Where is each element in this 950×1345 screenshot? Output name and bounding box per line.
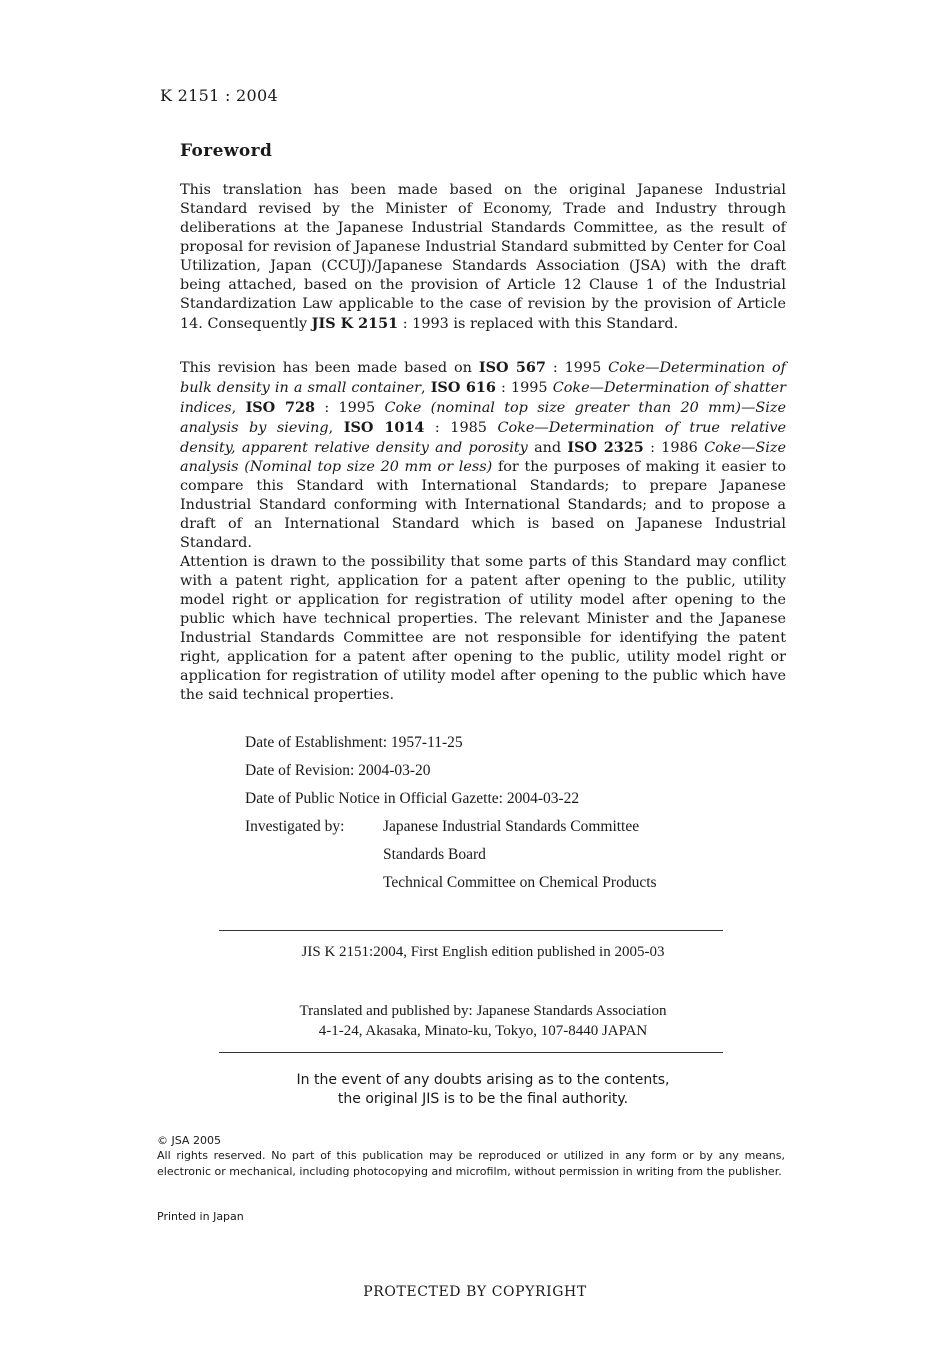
iso-code: ISO 616 [430,379,496,396]
authority-note-line-1: In the event of any doubts arising as to the contents, [296,1072,670,1088]
p1-text-a: This translation has been made based on the original Japanese Industrial Standard revised by the Minister of Economy, Trade and Industry through deliberations at the Japanese Industrial Standards Committee, as the result of proposal for revision of Japanese Industrial Standard submitted by Center for Coal Utilization, Japan (CCUJ)/Japanese Standards Association (JSA) with the draft being attached, based on the provision of Article 12 Clause 1 of the Industrial Standardization Law applicable to the case of revision by the provision of Article 14. Consequently [180,182,786,332]
rights-statement: All rights reserved. No part of this publication may be reproduced or utilized in any form or by any means, electronic or mechanical, including photocopying and microfilm, without permission in writing from the publisher. [157,1149,785,1178]
iso-title: Coke—Determination of shatter indices [180,380,786,416]
investigated-by-item: Standards Board [383,846,486,863]
date-of-establishment: Date of Establishment: 1957-11-25 [245,734,463,751]
foreword-paragraph-3: Attention is drawn to the possibility that some parts of this Standard may conflict with a patent right, application for a patent after opening to the public, utility model right or application for registration of utility model after opening to the public which have technical properties. The relevant Minister and the Japanese Industrial Standards Committee are not responsible for identifying the patent right, application for a patent after opening to the public, utility model right or application for registration of utility model after opening to the public which have the said technical properties. [180,554,786,703]
date-of-public-notice: Date of Public Notice in Official Gazette: 2004-03-22 [245,790,580,807]
printed-in: Printed in Japan [157,1210,244,1223]
iso-code: ISO 1014 [343,419,425,436]
standard-code: K 2151 : 2004 [160,86,278,105]
divider [219,930,723,931]
p2-outro: for the purposes of making it easier to compare this Standard with International Standards; to prepare Japanese Industrial Standard conforming with International Standards; and to propose a draft of an International Standard which is based on Japanese Industrial Standard. [180,459,786,551]
iso-sep: , [421,380,431,396]
copyright-notice: © JSA 2005 [157,1134,221,1147]
divider [219,1052,723,1053]
investigated-by-item: Japanese Industrial Standards Committee [383,818,640,835]
iso-year: : 1995 [545,360,609,376]
edition-line: JIS K 2151:2004, First English edition published in 2005-03 [301,944,665,960]
p1-ref: JIS K 2151 [311,315,399,332]
iso-sep: and [527,440,568,456]
iso-code: ISO 567 [478,359,546,376]
publisher-address: 4-1-24, Akasaka, Minato-ku, Tokyo, 107-8440 JAPAN [318,1023,648,1039]
iso-title: Coke—Size analysis (Nominal top size 20 mm or less) [180,440,786,475]
investigated-by-item: Technical Committee on Chemical Products [383,874,657,891]
iso-code: ISO 728 [245,399,316,416]
iso-year: : 1995 [315,400,385,416]
foreword-paragraph-2 [180,358,786,553]
iso-year: : 1986 [643,440,705,456]
iso-sep: , [231,400,246,416]
authority-note-line-2: the original JIS is to be the final authority. [337,1091,629,1107]
foreword-paragraph-1 [180,181,786,334]
translated-by-line: Translated and published by: Japanese Standards Association [299,1003,667,1019]
iso-title: Coke (nominal top size greater than 20 mm)—Size analysis by sieving [180,400,786,436]
iso-code: ISO 2325 [567,439,644,456]
iso-sep: , [328,420,344,436]
iso-year: : 1985 [424,420,498,436]
protected-by-copyright-footer: PROTECTED BY COPYRIGHT [363,1284,587,1300]
p1-text-b: : 1993 is replaced with this Standard. [398,316,679,332]
investigated-by-label: Investigated by: [245,818,345,835]
iso-year: : 1995 [495,380,553,396]
date-of-revision: Date of Revision: 2004-03-20 [245,762,431,779]
p2-intro: This revision has been made based on [180,360,479,376]
foreword-heading: Foreword [180,141,273,161]
iso-title: Coke—Determination of true relative density, apparent relative density and porosity [180,420,786,456]
iso-title: Coke—Determination of bulk density in a small container [180,360,786,396]
